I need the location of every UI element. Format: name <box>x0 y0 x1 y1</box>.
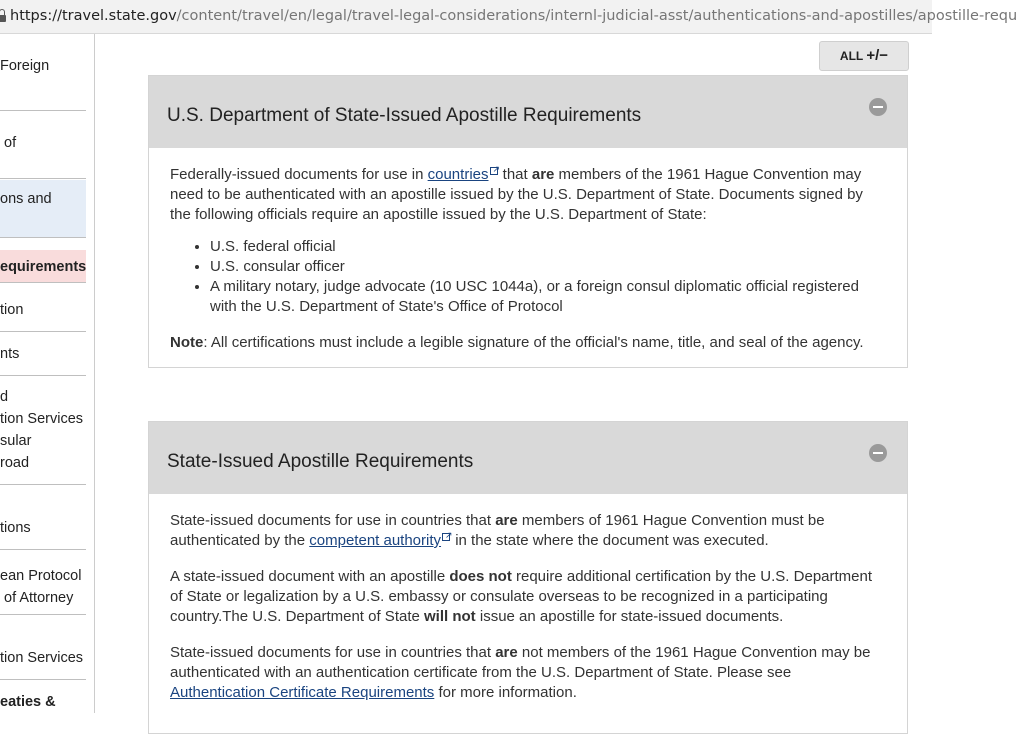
sidebar-nav <box>0 34 95 713</box>
paragraph: A state-issued document with an apostille does not require additional certification by the U.S. Department of State or legalization by a U.S. embassy or consulate overseas to be recognized in a participating country.The U.S. Department of State will not issue an apostille for state-issued documents. <box>170 568 873 625</box>
url-path: /content/travel/en/legal/travel-legal-considerations/internl-judicial-asst/authentications-and-apostilles/apostille-requ <box>176 8 1017 24</box>
sidebar-item-foreign[interactable]: Foreign <box>0 34 86 111</box>
state-apostille-section <box>148 421 908 734</box>
list-item: • U.S. federal official <box>210 237 887 257</box>
official-list <box>170 237 887 317</box>
federal-apostille-body <box>149 148 907 367</box>
state-apostille-body <box>149 494 907 733</box>
state-apostille-header[interactable] <box>149 422 907 494</box>
collapse-icon[interactable] <box>869 444 887 462</box>
url-host: https://travel.state.gov <box>10 8 177 24</box>
paragraph: State-issued documents for use in countries that are not members of the 1961 Hague Convention may be authenticated with an authentication certificate from the U.S. Department of State. Please see Authentication Certificate Requirements for more information. <box>170 644 871 701</box>
federal-apostille-section <box>148 75 908 368</box>
sidebar-item-tion-services[interactable]: tion Services <box>0 615 86 680</box>
authentication-certificate-link[interactable]: Authentication Certificate Requirements <box>170 684 435 701</box>
list-item: • U.S. consular officer <box>210 257 887 277</box>
federal-apostille-header[interactable] <box>149 76 907 148</box>
address-bar[interactable] <box>0 0 1017 34</box>
countries-link[interactable]: countries <box>427 166 489 183</box>
sidebar-item-services-abroad[interactable]: d tion Services sular road <box>0 376 86 485</box>
paragraph: Federally-issued documents for use in countries↗ that are members of the 1961 Hague Convention may need to be authenticated with an apostille issued by the U.S. Department of State. Documents signed by the following officials require an apostille issued by the U.S. Department of State: <box>170 165 887 225</box>
external-link-icon <box>490 165 499 174</box>
sidebar-item-european-protocol[interactable]: ean Protocol of Attorney <box>0 550 86 615</box>
section-title: U.S. Department of State-Issued Apostille Requirements <box>167 105 642 126</box>
sidebar-item-treaties[interactable]: eaties & <box>0 694 56 710</box>
competent-authority-link[interactable]: competent authority <box>309 532 442 549</box>
external-link-icon <box>442 531 451 540</box>
paragraph: State-issued documents for use in countries that are members of 1961 Hague Convention must be authenticated by the competent authority↗ in the state where the document was executed. <box>170 511 887 551</box>
sidebar-item-apostille-requirements[interactable]: equirements <box>0 250 86 283</box>
note-paragraph: Note: All certifications must include a legible signature of the official's name, title, and seal of the agency. <box>170 334 864 351</box>
main-content <box>95 34 932 713</box>
sidebar-item-nts[interactable]: nts <box>0 332 86 376</box>
collapse-icon[interactable] <box>869 98 887 116</box>
expand-collapse-all-button[interactable]: ALL +/− <box>819 41 909 71</box>
sidebar-item-authentications[interactable]: ons and <box>0 180 86 238</box>
sidebar-item-tions[interactable]: tions <box>0 485 86 550</box>
lock-icon <box>0 8 6 22</box>
list-item: • A military notary, judge advocate (10 USC 1044a), or a foreign consul diplomatic official registered with the U.S. Department of State's Office of Protocol <box>210 277 887 317</box>
sidebar-item-tion[interactable]: tion <box>0 288 86 332</box>
section-title: State-Issued Apostille Requirements <box>167 451 474 472</box>
sidebar-item-of[interactable]: of <box>0 111 86 179</box>
